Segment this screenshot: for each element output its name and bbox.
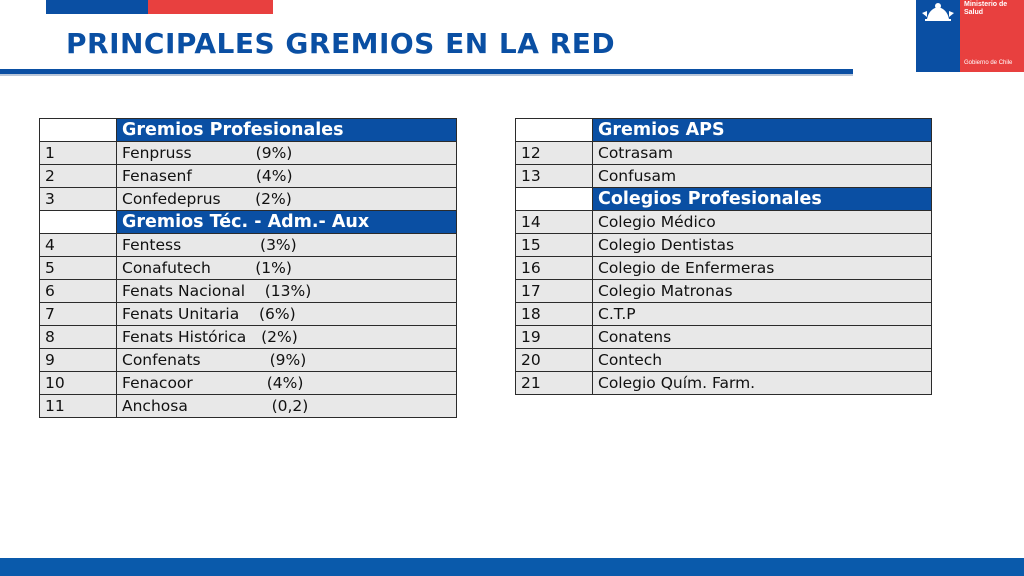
table-row: [40, 234, 457, 257]
header-blank-cell: [40, 211, 117, 234]
row-name: Colegio Quím. Farm.: [593, 372, 932, 395]
table-row: [516, 326, 932, 349]
row-number: 17: [516, 280, 593, 303]
row-number: 2: [40, 165, 117, 188]
table-row: [40, 349, 457, 372]
right-section-aps: [516, 119, 932, 188]
table-row: [40, 303, 457, 326]
row-number: 21: [516, 372, 593, 395]
top-accent-red: [148, 0, 273, 14]
table-row: [40, 142, 457, 165]
row-name: Conafutech (1%): [117, 257, 457, 280]
left-unions-table: [39, 118, 457, 418]
row-number: 1: [40, 142, 117, 165]
row-number: 9: [40, 349, 117, 372]
logo-gov-text: Gobierno de Chile: [964, 60, 1013, 66]
row-name: C.T.P: [593, 303, 932, 326]
row-number: 13: [516, 165, 593, 188]
row-name: Cotrasam: [593, 142, 932, 165]
left-section-profesionales: [40, 119, 457, 211]
table-row: [516, 257, 932, 280]
row-number: 7: [40, 303, 117, 326]
logo-line-2: Salud: [964, 9, 984, 16]
row-number: 19: [516, 326, 593, 349]
row-number: 15: [516, 234, 593, 257]
left-section-tec-adm-aux: [40, 211, 457, 418]
row-name: Fentess (3%): [117, 234, 457, 257]
row-number: 14: [516, 211, 593, 234]
table-row: [40, 326, 457, 349]
row-name: Colegio Dentistas: [593, 234, 932, 257]
row-name: Colegio Matronas: [593, 280, 932, 303]
logo-ministry-text: [964, 1, 1007, 17]
row-number: 11: [40, 395, 117, 418]
section-header: Gremios Téc. - Adm.- Aux: [117, 211, 457, 234]
row-name: Fenats Histórica (2%): [117, 326, 457, 349]
section-header: Gremios Profesionales: [117, 119, 457, 142]
row-number: 5: [40, 257, 117, 280]
row-name: Fenpruss (9%): [117, 142, 457, 165]
section-header-row: [516, 119, 932, 142]
header-blank-cell: [516, 119, 593, 142]
section-header-row: [516, 188, 932, 211]
logo-line-1: Ministerio de: [964, 1, 1008, 8]
row-name: Confedeprus (2%): [117, 188, 457, 211]
row-name: Fenats Nacional (13%): [117, 280, 457, 303]
table-row: [516, 280, 932, 303]
section-header-row: [40, 211, 457, 234]
top-accent-blue: [46, 0, 148, 14]
section-header: Colegios Profesionales: [593, 188, 932, 211]
right-section-colegios: [516, 188, 932, 395]
row-number: 20: [516, 349, 593, 372]
row-name: Confenats (9%): [117, 349, 457, 372]
right-unions-table: [515, 118, 932, 395]
row-name: Conatens: [593, 326, 932, 349]
table-row: [516, 303, 932, 326]
row-number: 10: [40, 372, 117, 395]
table-row: [516, 349, 932, 372]
row-name: Contech: [593, 349, 932, 372]
row-name: Confusam: [593, 165, 932, 188]
row-number: 4: [40, 234, 117, 257]
row-number: 6: [40, 280, 117, 303]
row-number: 3: [40, 188, 117, 211]
table-row: [40, 372, 457, 395]
row-number: 18: [516, 303, 593, 326]
row-name: Anchosa (0,2): [117, 395, 457, 418]
row-number: 12: [516, 142, 593, 165]
table-row: [40, 165, 457, 188]
title-underline-shadow: [0, 74, 853, 76]
coat-of-arms-icon: [919, 1, 957, 23]
section-header-row: [40, 119, 457, 142]
row-name: Colegio de Enfermeras: [593, 257, 932, 280]
table-row: [516, 142, 932, 165]
table-row: [516, 211, 932, 234]
row-name: Colegio Médico: [593, 211, 932, 234]
header-blank-cell: [40, 119, 117, 142]
row-name: Fenacoor (4%): [117, 372, 457, 395]
row-number: 16: [516, 257, 593, 280]
row-name: Fenasenf (4%): [117, 165, 457, 188]
section-header: Gremios APS: [593, 119, 932, 142]
bottom-bar: [0, 558, 1024, 576]
row-name: Fenats Unitaria (6%): [117, 303, 457, 326]
table-row: [40, 188, 457, 211]
table-row: [516, 234, 932, 257]
table-row: [516, 165, 932, 188]
table-row: [40, 257, 457, 280]
ministry-logo: [916, 0, 1024, 72]
table-row: [516, 372, 932, 395]
row-number: 8: [40, 326, 117, 349]
table-row: [40, 280, 457, 303]
table-row: [40, 395, 457, 418]
header-blank-cell: [516, 188, 593, 211]
slide-title: PRINCIPALES GREMIOS EN LA RED: [66, 27, 616, 60]
